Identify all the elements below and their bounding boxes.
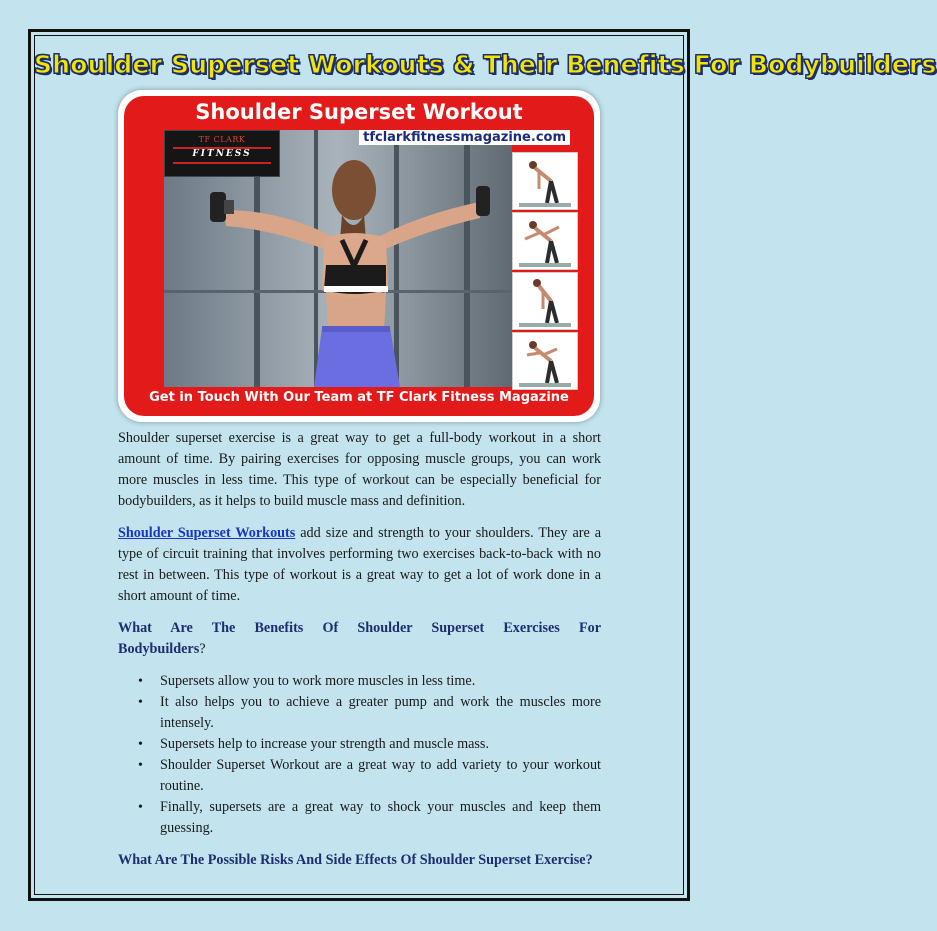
article-body xyxy=(118,428,601,882)
exercise-step-figure xyxy=(512,272,578,330)
banner-heading: Shoulder Superset Workout xyxy=(195,100,523,124)
exercise-step-figure xyxy=(512,152,578,210)
brand-logo xyxy=(164,130,280,177)
logo-main-text: FITNESS xyxy=(192,149,252,159)
logo-divider xyxy=(173,162,271,164)
intro-paragraph: Shoulder superset exercise is a great way to get a full-body workout in a short amount of time. By pairing exercises for opposing muscle groups, you can work more muscles in less time. This type of workout can be especially beneficial for bodybuilders, as it helps to build muscle mass and definition. xyxy=(118,430,601,509)
exercise-step-figure xyxy=(512,332,578,390)
exercise-steps xyxy=(512,152,576,392)
benefits-heading-end: Bodybuilders xyxy=(118,641,200,657)
list-item: • Supersets help to increase your strength and muscle mass. xyxy=(160,734,601,755)
list-item: • Shoulder Superset Workout are a great way to add variety to your workout routine. xyxy=(160,755,601,797)
benefits-heading-continued xyxy=(118,639,601,660)
superset-paragraph-text: add size and strength to your shoulders. They are a type of circuit training that involves performing two exercises back-to-back with no rest in between. This type of workout is a great way to get a lot of work done in a short amount of time. xyxy=(118,525,602,604)
benefits-list xyxy=(118,671,601,839)
banner-footer: Get in Touch With Our Team at TF Clark Fitness Magazine xyxy=(149,390,569,405)
banner-image xyxy=(124,96,594,416)
banner-website: tfclarkfitnessmagazine.com xyxy=(359,130,570,145)
risks-heading: What Are The Possible Risks And Side Effects Of Shoulder Superset Exercise? xyxy=(118,852,593,868)
benefits-heading-mark: ? xyxy=(199,641,206,657)
superset-paragraph xyxy=(118,523,601,607)
list-item: • It also helps you to achieve a greater pump and work the muscles more intensely. xyxy=(160,692,601,734)
list-item: • Supersets allow you to work more muscles in less time. xyxy=(160,671,601,692)
document-title: Shoulder Superset Workouts & Their Benefits For Bodybuilders xyxy=(34,50,937,79)
benefits-heading: What Are The Benefits Of Shoulder Superset Exercises For xyxy=(118,620,601,636)
list-item: • Finally, supersets are a great way to shock your muscles and keep them guessing. xyxy=(160,797,601,839)
exercise-step-figure xyxy=(512,212,578,270)
logo-top-text: TF CLARK xyxy=(198,135,246,144)
shoulder-superset-link[interactable]: Shoulder Superset Workouts xyxy=(118,525,296,541)
